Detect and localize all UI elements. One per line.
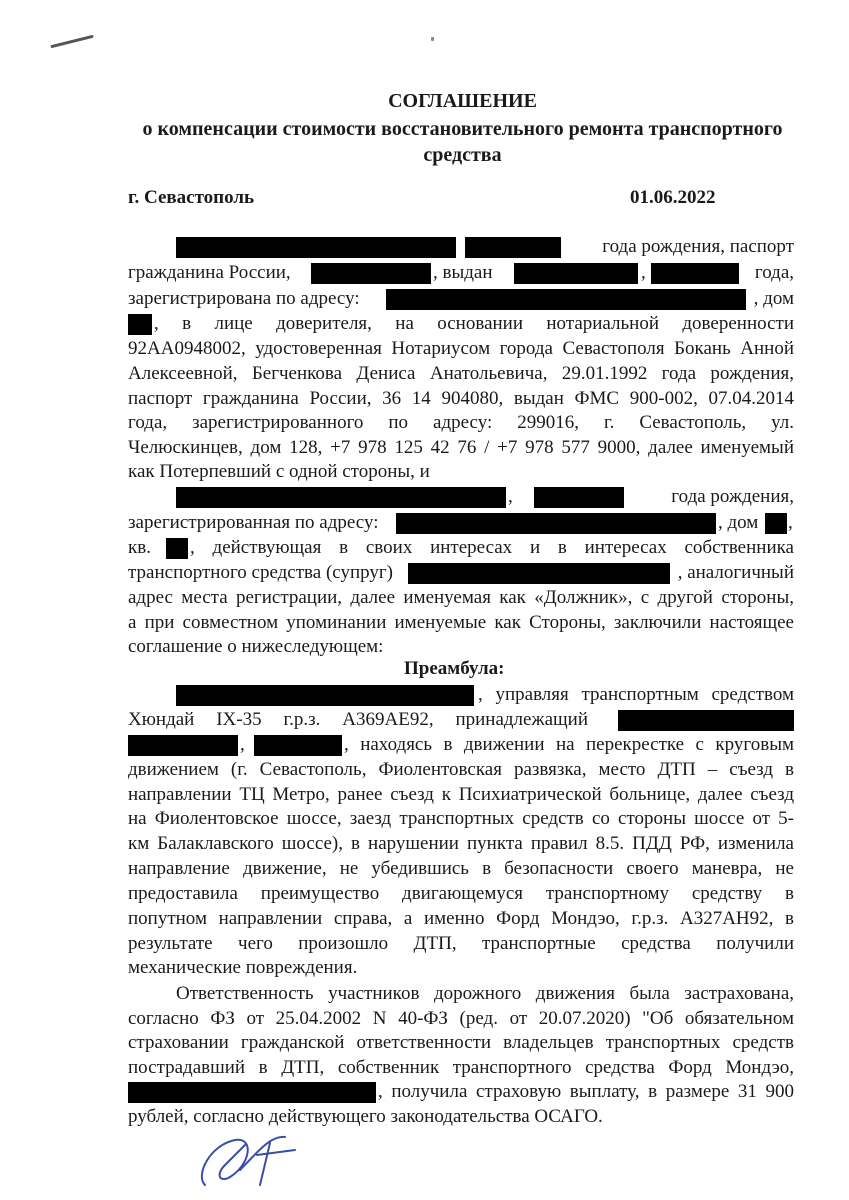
p1-line: гражданина России, , выдан , года, — [128, 262, 794, 283]
redaction — [386, 289, 746, 310]
handwritten-signature — [175, 1115, 325, 1195]
redaction — [128, 735, 238, 756]
p3-line: направлении ТЦ Метро, ранее съезд к Психиатрической больнице, далее съезд — [128, 784, 794, 805]
date: 01.06.2022 — [630, 187, 716, 208]
p2-line: а при совместном упоминании именуемые как Стороны, заключили настоящее — [128, 612, 794, 633]
p1-line: зарегистрирована по адресу: , дом — [128, 288, 794, 309]
p4-line: страховании гражданской ответственности владельцев транспортных средств — [128, 1032, 794, 1053]
p2-line: кв. , действующая в своих интересах и в интересах собственника — [128, 537, 794, 558]
pen-mark — [50, 35, 93, 49]
redaction — [765, 513, 787, 534]
p4-line: пострадавший в ДТП, собственник транспортного средства Форд Мондэо, — [128, 1057, 794, 1078]
p4-line: рублей, согласно действующего законодательства ОСАГО. — [128, 1106, 603, 1127]
p4-line: Ответственность участников дорожного движения была застрахована, — [176, 983, 794, 1004]
redaction — [176, 237, 456, 258]
redaction — [176, 685, 474, 706]
redaction — [651, 263, 739, 284]
redaction — [396, 513, 716, 534]
p1-line: года, зарегистрированного по адресу: 299016, г. Севастополь, ул. — [128, 412, 794, 433]
p2-line: транспортного средства (супруг) , аналогичный — [128, 562, 794, 583]
p2-line: адрес места регистрации, далее именуемая как «Должник», с другой стороны, — [128, 587, 794, 608]
p3-line: попутном направлении справа, а именно Форд Мондэо, г.р.з. А327АН92, в — [128, 908, 794, 929]
redaction — [128, 1082, 376, 1103]
p2-line: соглашение о нижеследующем: — [128, 636, 384, 657]
redaction — [618, 710, 794, 731]
redaction — [408, 563, 670, 584]
p1-line: Алексеевной, Бегченкова Дениса Анатольевича, 29.01.1992 года рождения, — [128, 363, 794, 384]
redaction — [176, 487, 506, 508]
p1-line: как Потерпевший с одной стороны, и — [128, 461, 430, 482]
document-page: СОГЛАШЕНИЕ о компенсации стоимости восстановительного ремонта транспортного средства г. Севастополь 01.06.2022 года рождения, паспорт гражданина России, , выдан , года, зарегистрирована по адресу: , дом , в лице доверителя, на основании нотариальной доверенности 92АА0948002, удостоверенная Нотариусом города Севастополя Бокань Анной Алексеевной, Бегченкова Дениса Анатольевича, 29.01.1992 года рождения, паспорт гражданина России, 36 14 904080, выдан ФМС 900-002, 07.04.2014 года, зарегистрированного по адресу: 299016, г. Севастополь, ул. Челюскинцев, дом 128, +7 978 125 42 76 / +7 978 577 9000, далее именуемый как Потерпевший с одной стороны, и , года рождения, зарегистрированная по адресу: , дом , кв. , действующая в своих интересах и в интересах собственника транспортного средства (супруг) , аналогичный адрес места регистрации, далее именуемая как «Должник», с другой стороны, а при совместном упоминании именуемые как Стороны, заключили настоящее соглашение о нижеследующем: Преамбула: , управляя транспортным средством Хюндай IX-35 г.р.з. А369АЕ92, принадлежащий , , находясь в движении на перекрестке с круговым движением (г. Севастополь, Фиолентовская развязка, место ДТП – съезд в направлении ТЦ Метро, ранее съезд к Психиатрической больнице, далее съезд на Фиолентовское шоссе, заезд транспортных средств со стороны шоссе от 5- км Балаклавского шоссе), в нарушении пункта правил 8.5. ПДД РФ, изменила направление движение, не убедившись в безопасности своего маневра, не предоставила преимущество двигающемуся транспортному средству в попутном направлении справа, а именно Форд Мондэо, г.р.з. А327АН92, в результате чего произошло ДТП, транспортные средства получили механические повреждения. Ответственность участников дорожного движения была застрахована, согласно ФЗ от 25.04.2002 N 40-ФЗ (ред. от 20.07.2020) "Об обязательном страховании гражданской ответственности владельцев транспортных средств пострадавший в ДТП, собственник транспортного средства Форд Мондэо, , получила страховую выплату, в размере 31 900 рублей, согласно действующего законодательства ОСАГО. — [0, 0, 849, 1200]
p3-line: км Балаклавского шоссе), в нарушении пункта правил 8.5. ПДД РФ, изменила — [128, 833, 794, 854]
p3-line: результате чего произошло ДТП, транспортные средства получили — [128, 933, 794, 954]
p3-line: механические повреждения. — [128, 957, 358, 978]
p3-line: на Фиолентовское шоссе, заезд транспортных средств со стороны шоссе от 5- — [128, 808, 794, 829]
document-title: СОГЛАШЕНИЕ — [388, 90, 537, 112]
p4-line: согласно ФЗ от 25.04.2002 N 40-ФЗ (ред. от 20.07.2020) "Об обязательном — [128, 1008, 794, 1029]
p3-line: направление движение, не убедившись в безопасности своего маневра, не — [128, 858, 794, 879]
redaction — [534, 487, 624, 508]
redaction — [311, 263, 431, 284]
document-subtitle: о компенсации стоимости восстановительного ремонта транспортного — [142, 118, 783, 140]
redaction — [514, 263, 638, 284]
redaction — [128, 314, 152, 335]
preamble-heading: Преамбула: — [404, 658, 505, 679]
paper-speck — [431, 37, 434, 41]
redaction — [166, 538, 188, 559]
redaction — [465, 237, 561, 258]
p3-line: предоставила преимущество двигающемуся транспортному средству в — [128, 883, 794, 904]
p1-line: Челюскинцев, дом 128, +7 978 125 42 76 / +7 978 577 9000, далее именуемый — [128, 437, 794, 458]
p1-line: паспорт гражданина России, 36 14 904080, выдан ФМС 900-002, 07.04.2014 — [128, 388, 794, 409]
document-subtitle-cont: средства — [423, 144, 502, 166]
redaction — [254, 735, 342, 756]
p2-line: зарегистрированная по адресу: , дом , — [128, 512, 793, 533]
p1-line: 92АА0948002, удостоверенная Нотариусом города Севастополя Бокань Анной — [128, 338, 794, 359]
city: г. Севастополь — [128, 187, 255, 208]
p3-line: движением (г. Севастополь, Фиолентовская развязка, место ДТП – съезд в — [128, 759, 794, 780]
